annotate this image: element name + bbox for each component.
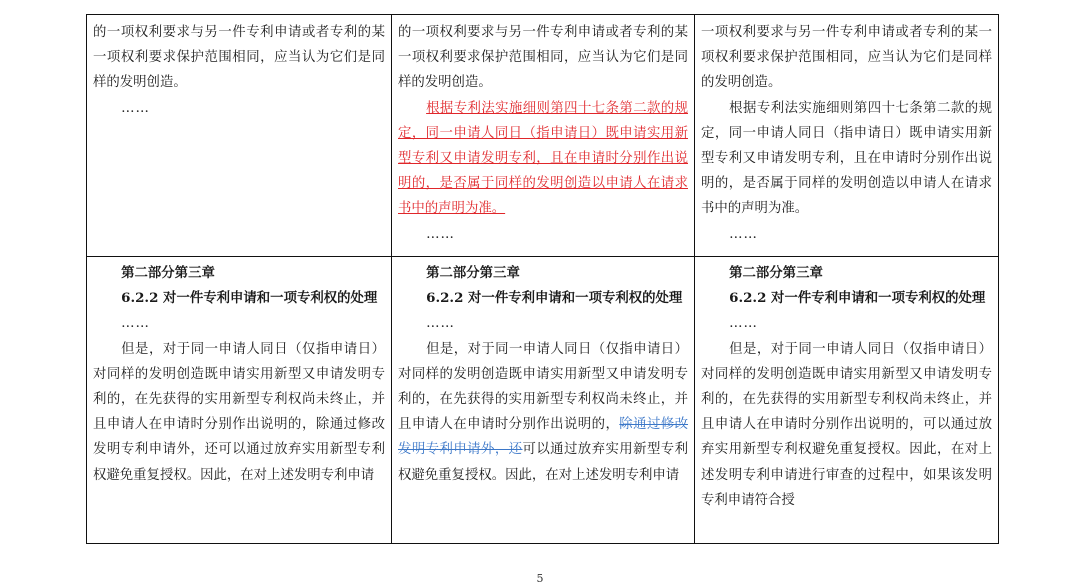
ellipsis: …… — [426, 226, 455, 242]
chapter-heading: 第二部分第三章 — [729, 265, 823, 281]
paragraph: 根据专利法实施细则第四十七条第二款的规定，同一申请人同日（指申请日）既申请实用新型专利又申请发明专利，且在申请时分别作出说明的，是否属于同样的发明创造以申请人在请求书中的声明为准。 — [701, 100, 992, 217]
ellipsis: …… — [729, 316, 758, 332]
paragraph — [398, 337, 688, 488]
ellipsis: …… — [426, 316, 455, 332]
table-row — [87, 257, 999, 544]
chapter-heading: 第二部分第三章 — [121, 265, 215, 281]
inserted-text: 根据专利法实施细则第四十七条第二款的规定，同一申请人同日（指申请日）既申请实用新型专利又申请发明专利，且在申请时分别作出说明的，是否属于同样的发明创造以申请人在请求书中的声明为准。 — [398, 100, 688, 217]
section-heading: 6.2.2 对一件专利申请和一项专利权的处理 — [121, 290, 378, 307]
cell-original — [87, 15, 392, 257]
chapter-heading: 第二部分第三章 — [426, 265, 520, 281]
paragraph: 但是，对于同一申请人同日（仅指申请日）对同样的发明创造既申请实用新型又申请发明专利的，在先获得的实用新型专利权尚未终止，并且申请人在申请时分别作出说明的，可以通过放弃实用新型专利权避免重复授权。因此，在对上述发明专利申请进行审查的过程中，如果该发明专利申请符合授 — [701, 341, 992, 508]
paragraph-text: 可以通过放弃实用新型专利权避免重复授权。因此，在对上述发明专利申请 — [398, 442, 689, 483]
deleted-text: 除通过修改发明专利申请外，还 — [398, 417, 689, 458]
cell-original — [87, 257, 392, 544]
cell-revision-marked — [392, 257, 695, 544]
cell-revision-marked — [392, 15, 695, 257]
paragraph: 但是，对于同一申请人同日（仅指申请日）对同样的发明创造既申请实用新型又申请发明专利的，在先获得的实用新型专利权尚未终止，并且申请人在申请时分别作出说明的，除通过修改发明专利申请外，还可以通过放弃实用新型专利权避免重复授权。因此，在对上述发明专利申请 — [93, 341, 385, 483]
table-row — [87, 15, 999, 257]
cell-revised-clean — [695, 257, 999, 544]
comparison-table — [86, 14, 999, 544]
section-heading: 6.2.2 对一件专利申请和一项专利权的处理 — [426, 290, 683, 307]
page-number: 5 — [536, 572, 544, 585]
paragraph: 的一项权利要求与另一件专利申请或者专利的某一项权利要求保护范围相同，应当认为它们是同样的发明创造。 — [398, 25, 688, 91]
paragraph: 一项权利要求与另一件专利申请或者专利的某一项权利要求保护范围相同，应当认为它们是同样的发明创造。 — [701, 25, 992, 91]
ellipsis: …… — [121, 100, 150, 116]
paragraph: 的一项权利要求与另一件专利申请或者专利的某一项权利要求保护范围相同，应当认为它们是同样的发明创造。 — [93, 25, 385, 91]
section-heading: 6.2.2 对一件专利申请和一项专利权的处理 — [729, 290, 986, 307]
cell-revised-clean — [695, 15, 999, 257]
ellipsis: …… — [729, 226, 758, 242]
paragraph-text: 但是，对于同一申请人同日（仅指申请日）对同样的发明创造既申请实用新型又申请发明专利的，在先获得的实用新型专利权尚未终止，并且申请人在申请时分别作出说明的， — [398, 341, 688, 433]
ellipsis: …… — [121, 316, 150, 332]
